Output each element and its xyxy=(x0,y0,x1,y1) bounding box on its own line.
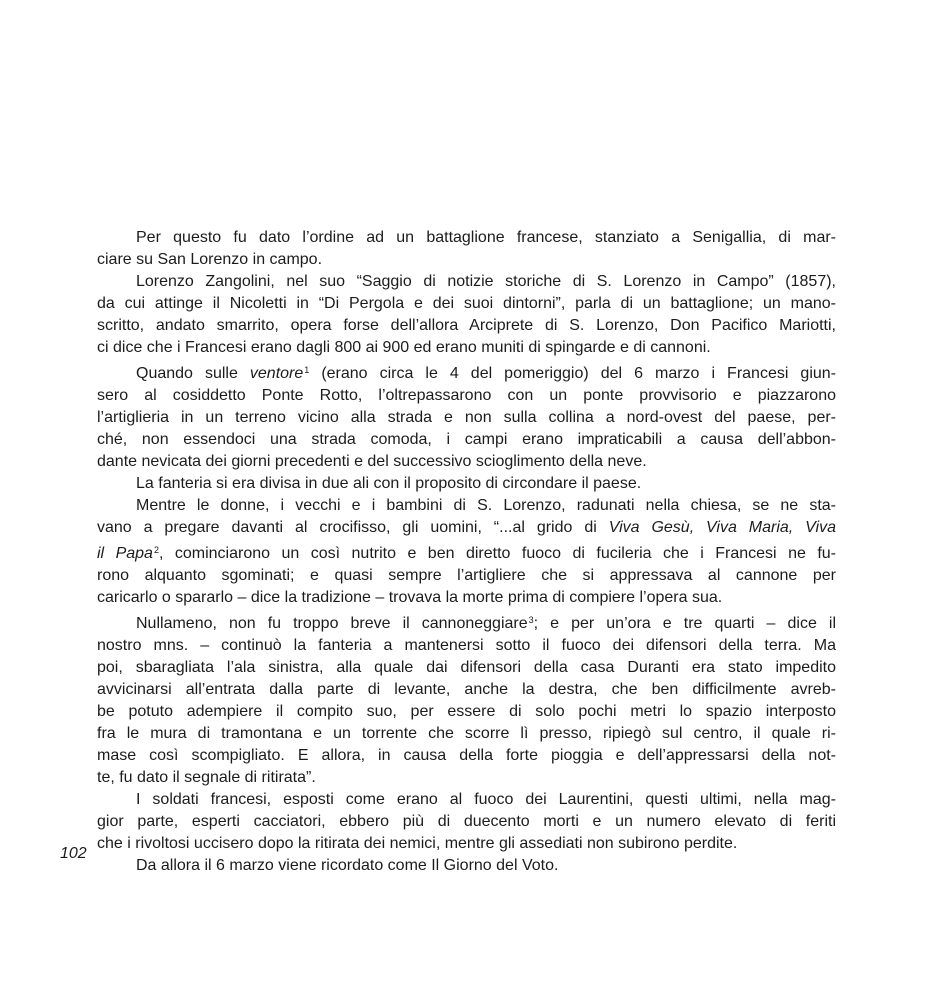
text-line: gior parte, esperti cacciatori, ebbero più di duecento morti e un numero elevato di feriti xyxy=(97,813,836,830)
text-line: poi, sbaragliata l’ala sinistra, alla quale dai difensori della casa Duranti era stato impedito xyxy=(97,659,836,676)
text-line: avvicinarsi all’entrata dalla parte di levante, anche la destra, che ben difficilmente avreb- xyxy=(97,681,836,698)
text-line: mase così scompigliato. E allora, in causa della forte pioggia e dell’appressarsi della not- xyxy=(97,747,836,764)
text-line: I soldati francesi, esposti come erano al fuoco dei Laurentini, questi ultimi, nella mag- xyxy=(136,791,836,808)
text-line: caricarlo o spararlo – dice la tradizione – trovava la morte prima di compiere l’opera sua. xyxy=(97,589,723,606)
text-line: Quando sulle ventore$^1$ (erano circa le 4 del pomeriggio) del 6 marzo i Francesi giun- xyxy=(136,365,837,382)
paragraph xyxy=(97,855,836,877)
body-text xyxy=(97,227,836,877)
text-line: ci dice che i Francesi erano dagli 800 ai 900 ed erano muniti di spingarde e di cannoni. xyxy=(97,339,711,356)
text-line: sero al cosiddetto Ponte Rotto, l’oltrepassarono con un ponte provvisorio e piazzarono xyxy=(97,387,836,404)
page-number: 102 xyxy=(60,845,87,862)
paragraph xyxy=(97,473,836,495)
text-line: Nullameno, non fu troppo breve il cannoneggiare$^3$; e per un’ora e tre quarti – dice il xyxy=(136,615,837,632)
paragraph xyxy=(97,227,836,271)
text-line: Da allora il 6 marzo viene ricordato come Il Giorno del Voto. xyxy=(136,857,559,874)
text-line: Lorenzo Zangolini, nel suo “Saggio di notizie storiche di S. Lorenzo in Campo” (1857), xyxy=(136,273,836,290)
text-line: che i rivoltosi uccisero dopo la ritirata dei nemici, mentre gli assediati non subirono perdite. xyxy=(97,835,738,852)
paragraph xyxy=(97,271,836,359)
text-line: La fanteria si era divisa in due ali con il proposito di circondare il paese. xyxy=(136,475,642,492)
text-line: l’artiglieria in un terreno vicino alla strada e non sulla collina a nord-ovest del paese, per- xyxy=(97,409,836,426)
text-line: be potuto adempiere il compito suo, per essere di solo pochi metri lo spazio interposto xyxy=(97,703,836,720)
text-line: fra le mura di tramontana e un torrente che scorre lì presso, ripiegò sul centro, il quale ri- xyxy=(97,725,836,742)
paragraph xyxy=(97,789,836,855)
text-line: rono alquanto sgominati; e quasi sempre l’artigliere che si appressava al cannone per xyxy=(97,567,836,584)
paragraph xyxy=(97,609,836,789)
text-line: da cui attinge il Nicoletti in “Di Pergola e dei suoi dintorni”, parla di un battaglione; un mano- xyxy=(97,295,836,312)
text-line: Mentre le donne, i vecchi e i bambini di S. Lorenzo, radunati nella chiesa, se ne sta- xyxy=(136,497,836,514)
text-line: te, fu dato il segnale di ritirata”. xyxy=(97,769,316,786)
text-line: il Papa$^2$, cominciarono un così nutrito e ben diretto fuoco di fucileria che i Francesi ne fu- xyxy=(97,545,836,562)
text-line: Per questo fu dato l’ordine ad un battaglione francese, stanziato a Senigallia, di mar- xyxy=(136,229,836,246)
text-line: vano a pregare davanti al crocifisso, gli uomini, “...al grido di Viva Gesù, Viva Maria, Viva xyxy=(97,519,837,536)
text-line: dante nevicata dei giorni precedenti e del successivo scioglimento della neve. xyxy=(97,453,647,470)
text-line: ché, non essendoci una strada comoda, i campi erano impraticabili a causa dell’abbon- xyxy=(97,431,836,448)
paragraph xyxy=(97,495,836,609)
paragraph xyxy=(97,359,836,473)
text-line: nostro mns. – continuò la fanteria a mantenersi sotto il fuoco dei difensori della terra. Ma xyxy=(97,637,836,654)
text-line: ciare su San Lorenzo in campo. xyxy=(97,251,323,268)
text-line: scritto, andato smarrito, opera forse dell’allora Arciprete di S. Lorenzo, Don Pacifico Mariotti, xyxy=(97,317,836,334)
